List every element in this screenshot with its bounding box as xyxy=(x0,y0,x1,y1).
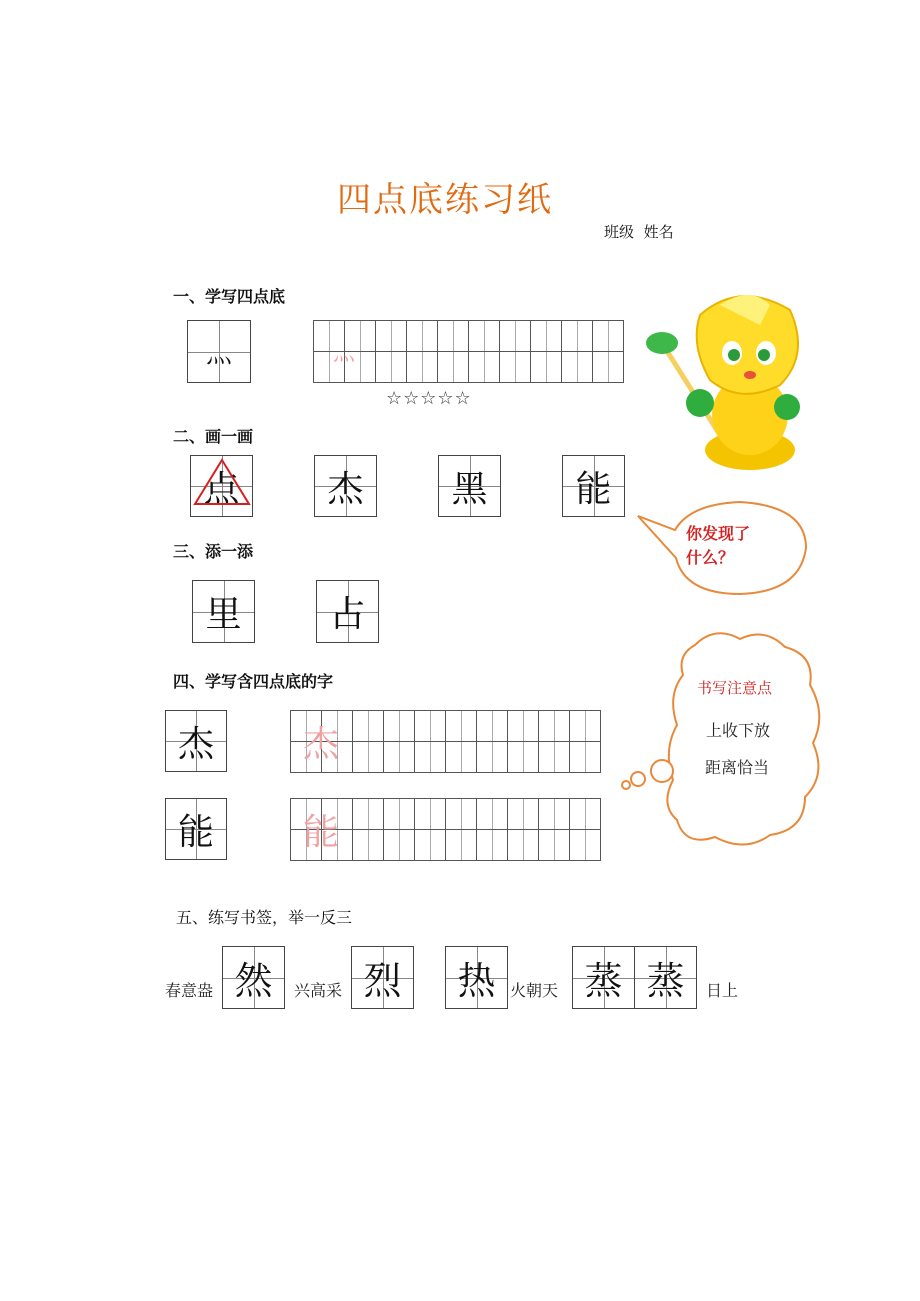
grid-cell[interactable] xyxy=(476,829,508,861)
grid-cell[interactable] xyxy=(445,798,477,830)
grid-cell[interactable] xyxy=(383,829,415,861)
bookmark-prefix-2: 兴高采 xyxy=(294,981,343,1000)
sample-char-neng: 能 xyxy=(177,811,214,853)
grid-cell[interactable] xyxy=(499,320,531,352)
grid-cell[interactable] xyxy=(414,829,446,861)
tips-title: 书写注意点 xyxy=(697,679,773,697)
grid-cell[interactable] xyxy=(414,798,446,830)
grid-cell[interactable] xyxy=(538,710,570,742)
tips-line-2: 距离恰当 xyxy=(705,758,770,777)
grid-cell[interactable] xyxy=(530,351,562,383)
bookmark-cell-5[interactable] xyxy=(634,946,697,1009)
practice-grid-neng[interactable] xyxy=(290,798,601,861)
draw-cell-2[interactable] xyxy=(314,455,377,517)
grid-cell[interactable] xyxy=(592,320,624,352)
section4-heading: 四、学写含四点底的字 xyxy=(173,672,334,691)
bookmark-char-1: 然 xyxy=(234,959,273,1003)
grid-cell[interactable] xyxy=(499,351,531,383)
grid-cell[interactable] xyxy=(507,829,539,861)
grid-cell[interactable] xyxy=(352,829,384,861)
section2-heading: 二、画一画 xyxy=(173,427,254,446)
grid-cell[interactable] xyxy=(437,320,469,352)
page-title: 四点底练习纸 xyxy=(337,180,553,220)
bookmark-suffix: 日上 xyxy=(706,981,739,1000)
grid-cell[interactable] xyxy=(406,320,438,352)
bookmark-char-3: 热 xyxy=(457,959,496,1003)
grid-cell[interactable] xyxy=(569,710,601,742)
bookmark-cell-2[interactable] xyxy=(351,946,414,1009)
draw-cell-4[interactable] xyxy=(562,455,625,517)
section5-heading: 五、练写书签，举一反三 xyxy=(176,908,353,927)
add-char-1: 里 xyxy=(205,594,242,635)
add-char-2: 占 xyxy=(329,594,366,635)
grid-cell[interactable] xyxy=(530,320,562,352)
draw-char-3: 黑 xyxy=(451,468,488,510)
bookmark-char-2: 烈 xyxy=(363,959,402,1003)
section1-heading: 一、学写四点底 xyxy=(173,287,286,306)
grid-cell[interactable] xyxy=(445,829,477,861)
draw-cell-3[interactable] xyxy=(438,455,501,517)
grid-cell[interactable] xyxy=(476,741,508,773)
grid-cell[interactable] xyxy=(414,710,446,742)
add-cell-1[interactable] xyxy=(192,580,255,643)
grid-cell[interactable] xyxy=(375,320,407,352)
class-label: 班级 xyxy=(604,223,635,241)
grid-cell[interactable] xyxy=(383,710,415,742)
sample-cell-neng xyxy=(165,798,227,860)
draw-char-4: 能 xyxy=(575,468,612,510)
trace-char: 能 xyxy=(302,811,339,853)
bookmark-prefix-4: 火朝天 xyxy=(510,981,559,1000)
grid-cell[interactable] xyxy=(437,351,469,383)
draw-cell-1[interactable] xyxy=(190,455,253,517)
grid-cell[interactable] xyxy=(561,320,593,352)
draw-char-2: 杰 xyxy=(327,468,364,510)
bookmark-cell-3[interactable] xyxy=(445,946,508,1009)
grid-cell[interactable] xyxy=(538,829,570,861)
sample-cell xyxy=(187,320,251,383)
stroke-practice-grid[interactable] xyxy=(313,320,624,383)
grid-cell[interactable] xyxy=(476,798,508,830)
grid-cell[interactable] xyxy=(352,710,384,742)
grid-cell[interactable] xyxy=(569,829,601,861)
grid-cell[interactable] xyxy=(592,351,624,383)
grid-cell[interactable] xyxy=(406,351,438,383)
practice-grid-jie[interactable] xyxy=(290,710,601,773)
bookmark-char-5: 蒸 xyxy=(646,959,685,1003)
grid-cell[interactable] xyxy=(352,741,384,773)
grid-cell[interactable] xyxy=(414,741,446,773)
grid-cell[interactable] xyxy=(569,741,601,773)
triangle-mark-icon xyxy=(191,456,254,518)
grid-cell[interactable] xyxy=(561,351,593,383)
bookmark-cell-1[interactable] xyxy=(222,946,285,1009)
name-label: 姓名 xyxy=(643,223,674,241)
sample-cell-jie xyxy=(165,710,227,772)
grid-cell[interactable] xyxy=(468,320,500,352)
bookmark-char-4: 蒸 xyxy=(584,959,623,1003)
grid-cell[interactable] xyxy=(375,351,407,383)
tips-line-1: 上收下放 xyxy=(706,721,771,740)
grid-cell[interactable] xyxy=(507,798,539,830)
grid-cell[interactable] xyxy=(538,741,570,773)
speech-line-1: 你发现了 xyxy=(686,524,751,543)
grid-cell[interactable] xyxy=(445,710,477,742)
grid-cell[interactable] xyxy=(476,710,508,742)
grid-cell[interactable] xyxy=(569,798,601,830)
speech-line-2: 什么？ xyxy=(686,548,735,567)
speech-bubble-text xyxy=(686,522,750,570)
student-info xyxy=(604,221,674,242)
bookmark-cell-4[interactable] xyxy=(572,946,635,1009)
trace-char: 杰 xyxy=(302,723,339,765)
grid-cell[interactable] xyxy=(468,351,500,383)
trace-char: 灬 xyxy=(332,340,355,366)
mascot-icon xyxy=(640,285,815,470)
grid-cell[interactable] xyxy=(445,741,477,773)
grid-cell[interactable] xyxy=(383,741,415,773)
draw-char-1: 点 xyxy=(203,468,240,510)
grid-cell[interactable] xyxy=(352,798,384,830)
add-cell-2[interactable] xyxy=(316,580,379,643)
section3-heading: 三、添一添 xyxy=(173,542,254,561)
grid-cell[interactable] xyxy=(507,741,539,773)
grid-cell[interactable] xyxy=(538,798,570,830)
sample-char: 灬 xyxy=(205,339,232,369)
bookmark-prefix-1: 春意盎 xyxy=(165,981,214,1000)
grid-cell[interactable] xyxy=(383,798,415,830)
grid-cell[interactable] xyxy=(507,710,539,742)
rating-stars[interactable]: ☆☆☆☆☆ xyxy=(386,388,472,409)
sample-char-jie: 杰 xyxy=(177,723,214,765)
